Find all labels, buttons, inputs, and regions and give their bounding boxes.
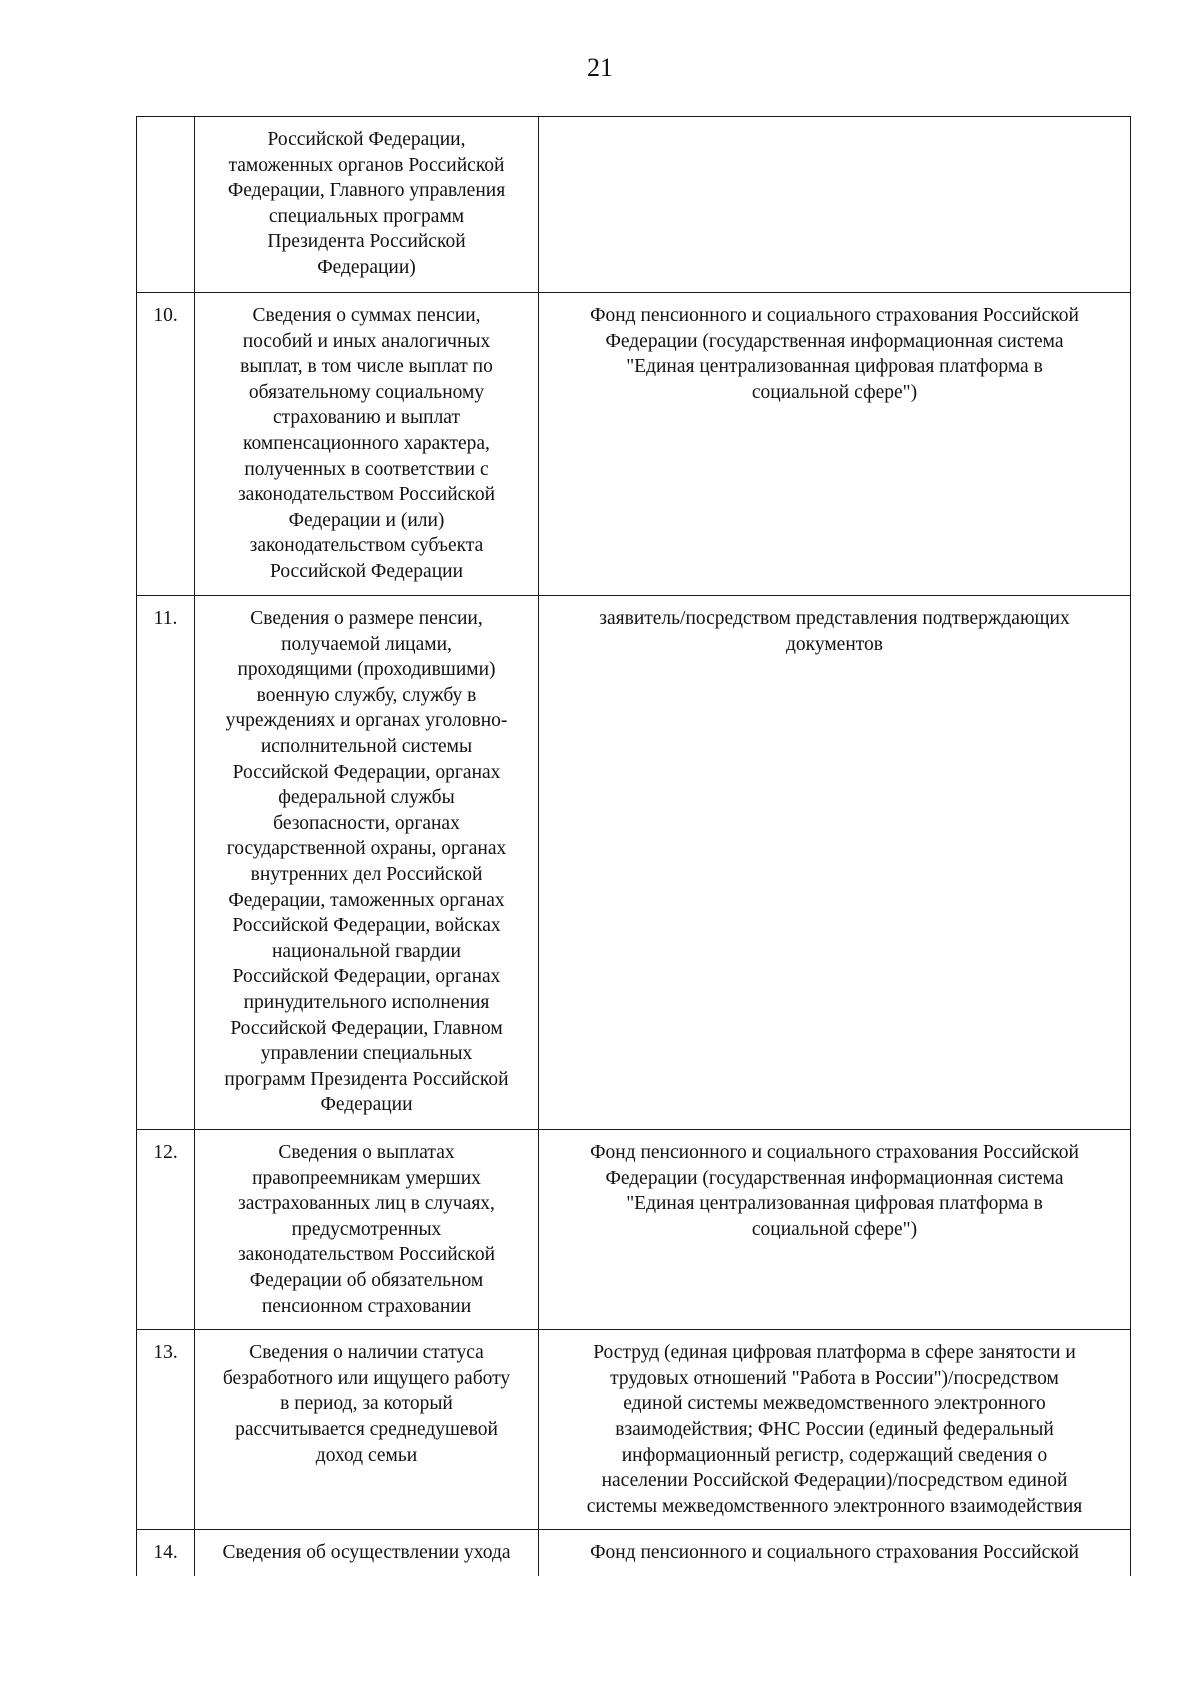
page-number: 21 (587, 53, 613, 82)
info-line: государственной охраны, органах (226, 838, 507, 860)
source-line: трудовых отношений "Работа в России")/посредством (610, 1367, 1059, 1389)
row-number-cell (137, 596, 195, 1130)
info-line: застрахованных лиц в случаях, (238, 1193, 495, 1215)
row-number-cell (137, 117, 195, 293)
source-cell (539, 293, 1131, 596)
table-row (137, 293, 1131, 596)
info-line: законодательством Российской (237, 484, 496, 506)
info-line: управлении специальных (260, 1043, 473, 1065)
info-line: Российской Федерации, органах (232, 761, 501, 783)
row-number: 11. (153, 608, 178, 629)
info-line: страхованию и выплат (273, 407, 460, 429)
source-cell (539, 1530, 1131, 1576)
row-number-cell (137, 293, 195, 596)
source-line: Фонд пенсионного и социального страхования Российской (590, 1542, 1079, 1564)
source-line: Фонд пенсионного и социального страхования Российской (590, 305, 1079, 326)
info-line: Федерации об обязательном (249, 1269, 484, 1291)
source-line: информационный регистр, содержащий сведения о (621, 1444, 1048, 1466)
source-line: "Единая централизованная цифровая платформа в (626, 1193, 1043, 1215)
info-line: учреждениях и органах уголовно- (225, 710, 508, 732)
info-line: обязательному социальному (248, 381, 485, 403)
info-line: федеральной службы (278, 787, 455, 809)
info-cell (195, 117, 539, 293)
info-line: Российской Федерации, Главном (230, 1017, 503, 1039)
table-row (137, 1330, 1131, 1530)
row-number-cell (137, 1330, 195, 1530)
source-line: документов (785, 633, 883, 655)
info-line: таможенных органов Российской (228, 154, 505, 176)
info-line: получаемой лицами, (281, 633, 452, 655)
info-line: программ Президента Российской (224, 1068, 509, 1090)
info-line: Российской Федерации (269, 560, 464, 582)
info-cell (195, 596, 539, 1130)
table-row (137, 596, 1131, 1130)
row-number: 12. (153, 1142, 178, 1163)
info-line: Российской Федерации, органах (232, 966, 501, 988)
info-line: исполнительной системы (260, 735, 473, 757)
info-line: Федерации, Главного управления (227, 180, 506, 202)
info-line: Федерации, таможенных органах (228, 889, 505, 911)
info-line: пенсионном страховании (261, 1295, 472, 1317)
info-line: военную службу, службу в (256, 684, 477, 706)
row-number-cell (137, 1530, 195, 1576)
source-cell (539, 117, 1131, 293)
row-number-cell (137, 1130, 195, 1330)
info-line: Сведения о наличии статуса (249, 1342, 484, 1364)
table-row (137, 1530, 1131, 1576)
info-line: Российской Федерации, войсках (232, 915, 501, 937)
info-line: Президента Российской (267, 231, 466, 253)
table-row (137, 1130, 1131, 1330)
source-line: взаимодействия; ФНС России (единый федеральный (615, 1418, 1054, 1440)
row-number: 14. (153, 1542, 178, 1564)
row-number: 13. (153, 1342, 178, 1364)
source-line: населении Российской Федерации)/посредством единой (601, 1470, 1068, 1492)
info-line: Сведения о суммах пенсии, (252, 305, 481, 326)
row-number: 10. (153, 305, 178, 326)
info-line: специальных программ (268, 205, 465, 227)
info-line: компенсационного характера, (243, 432, 490, 454)
source-line: заявитель/посредством представления подтверждающих (599, 608, 1070, 629)
info-line: рассчитывается среднедушевой (235, 1418, 498, 1440)
info-line: принудительного исполнения (243, 991, 490, 1013)
info-line: Сведения о выплатах (278, 1142, 455, 1163)
source-line: Федерации (государственная информационная система (605, 330, 1064, 352)
info-line: безопасности, органах (273, 812, 460, 834)
source-line: системы межведомственного электронного взаимодействия (586, 1495, 1083, 1517)
document-table (136, 116, 1131, 1576)
source-line: социальной сфере") (751, 1218, 918, 1240)
info-line: национальной гвардии (272, 940, 461, 962)
info-line: полученных в соответствии с (244, 458, 489, 480)
info-line: правопреемникам умерших (252, 1167, 481, 1189)
source-cell (539, 1130, 1131, 1330)
source-line: социальной сфере") (751, 381, 918, 403)
source-line: Роструд (единая цифровая платформа в сфере занятости и (593, 1342, 1076, 1364)
info-line: доход семьи (315, 1444, 418, 1466)
table-row (137, 117, 1131, 293)
info-line: законодательством субъекта (249, 535, 484, 557)
info-line: Федерации и (или) (288, 509, 445, 531)
info-line: Сведения о размере пенсии, (250, 608, 483, 629)
table-body (137, 117, 1131, 1576)
info-line: проходящими (проходившими) (237, 659, 496, 681)
info-line: пособий и иных аналогичных (242, 330, 491, 352)
info-line: Сведения об осуществлении ухода (222, 1542, 511, 1564)
info-cell (195, 293, 539, 596)
source-line: "Единая централизованная цифровая платформа в (626, 356, 1043, 378)
info-cell (195, 1130, 539, 1330)
source-line: Фонд пенсионного и социального страхования Российской (590, 1142, 1079, 1163)
info-line: Федерации) (317, 256, 416, 278)
info-line: Российской Федерации, (267, 129, 466, 150)
info-line: внутренних дел Российской (250, 863, 483, 885)
source-cell (539, 596, 1131, 1130)
info-line: предусмотренных (291, 1218, 442, 1240)
info-cell (195, 1530, 539, 1576)
source-line: единой системы межведомственного электронного (623, 1393, 1046, 1415)
info-line: выплат, в том числе выплат по (240, 356, 493, 378)
info-line: безработного или ищущего работу (222, 1367, 511, 1389)
info-line: законодательством Российской (237, 1244, 496, 1266)
source-line: Федерации (государственная информационная система (605, 1167, 1064, 1189)
info-line: в период, за который (280, 1393, 453, 1415)
info-line: Федерации (320, 1094, 413, 1116)
source-cell (539, 1330, 1131, 1530)
info-cell (195, 1330, 539, 1530)
